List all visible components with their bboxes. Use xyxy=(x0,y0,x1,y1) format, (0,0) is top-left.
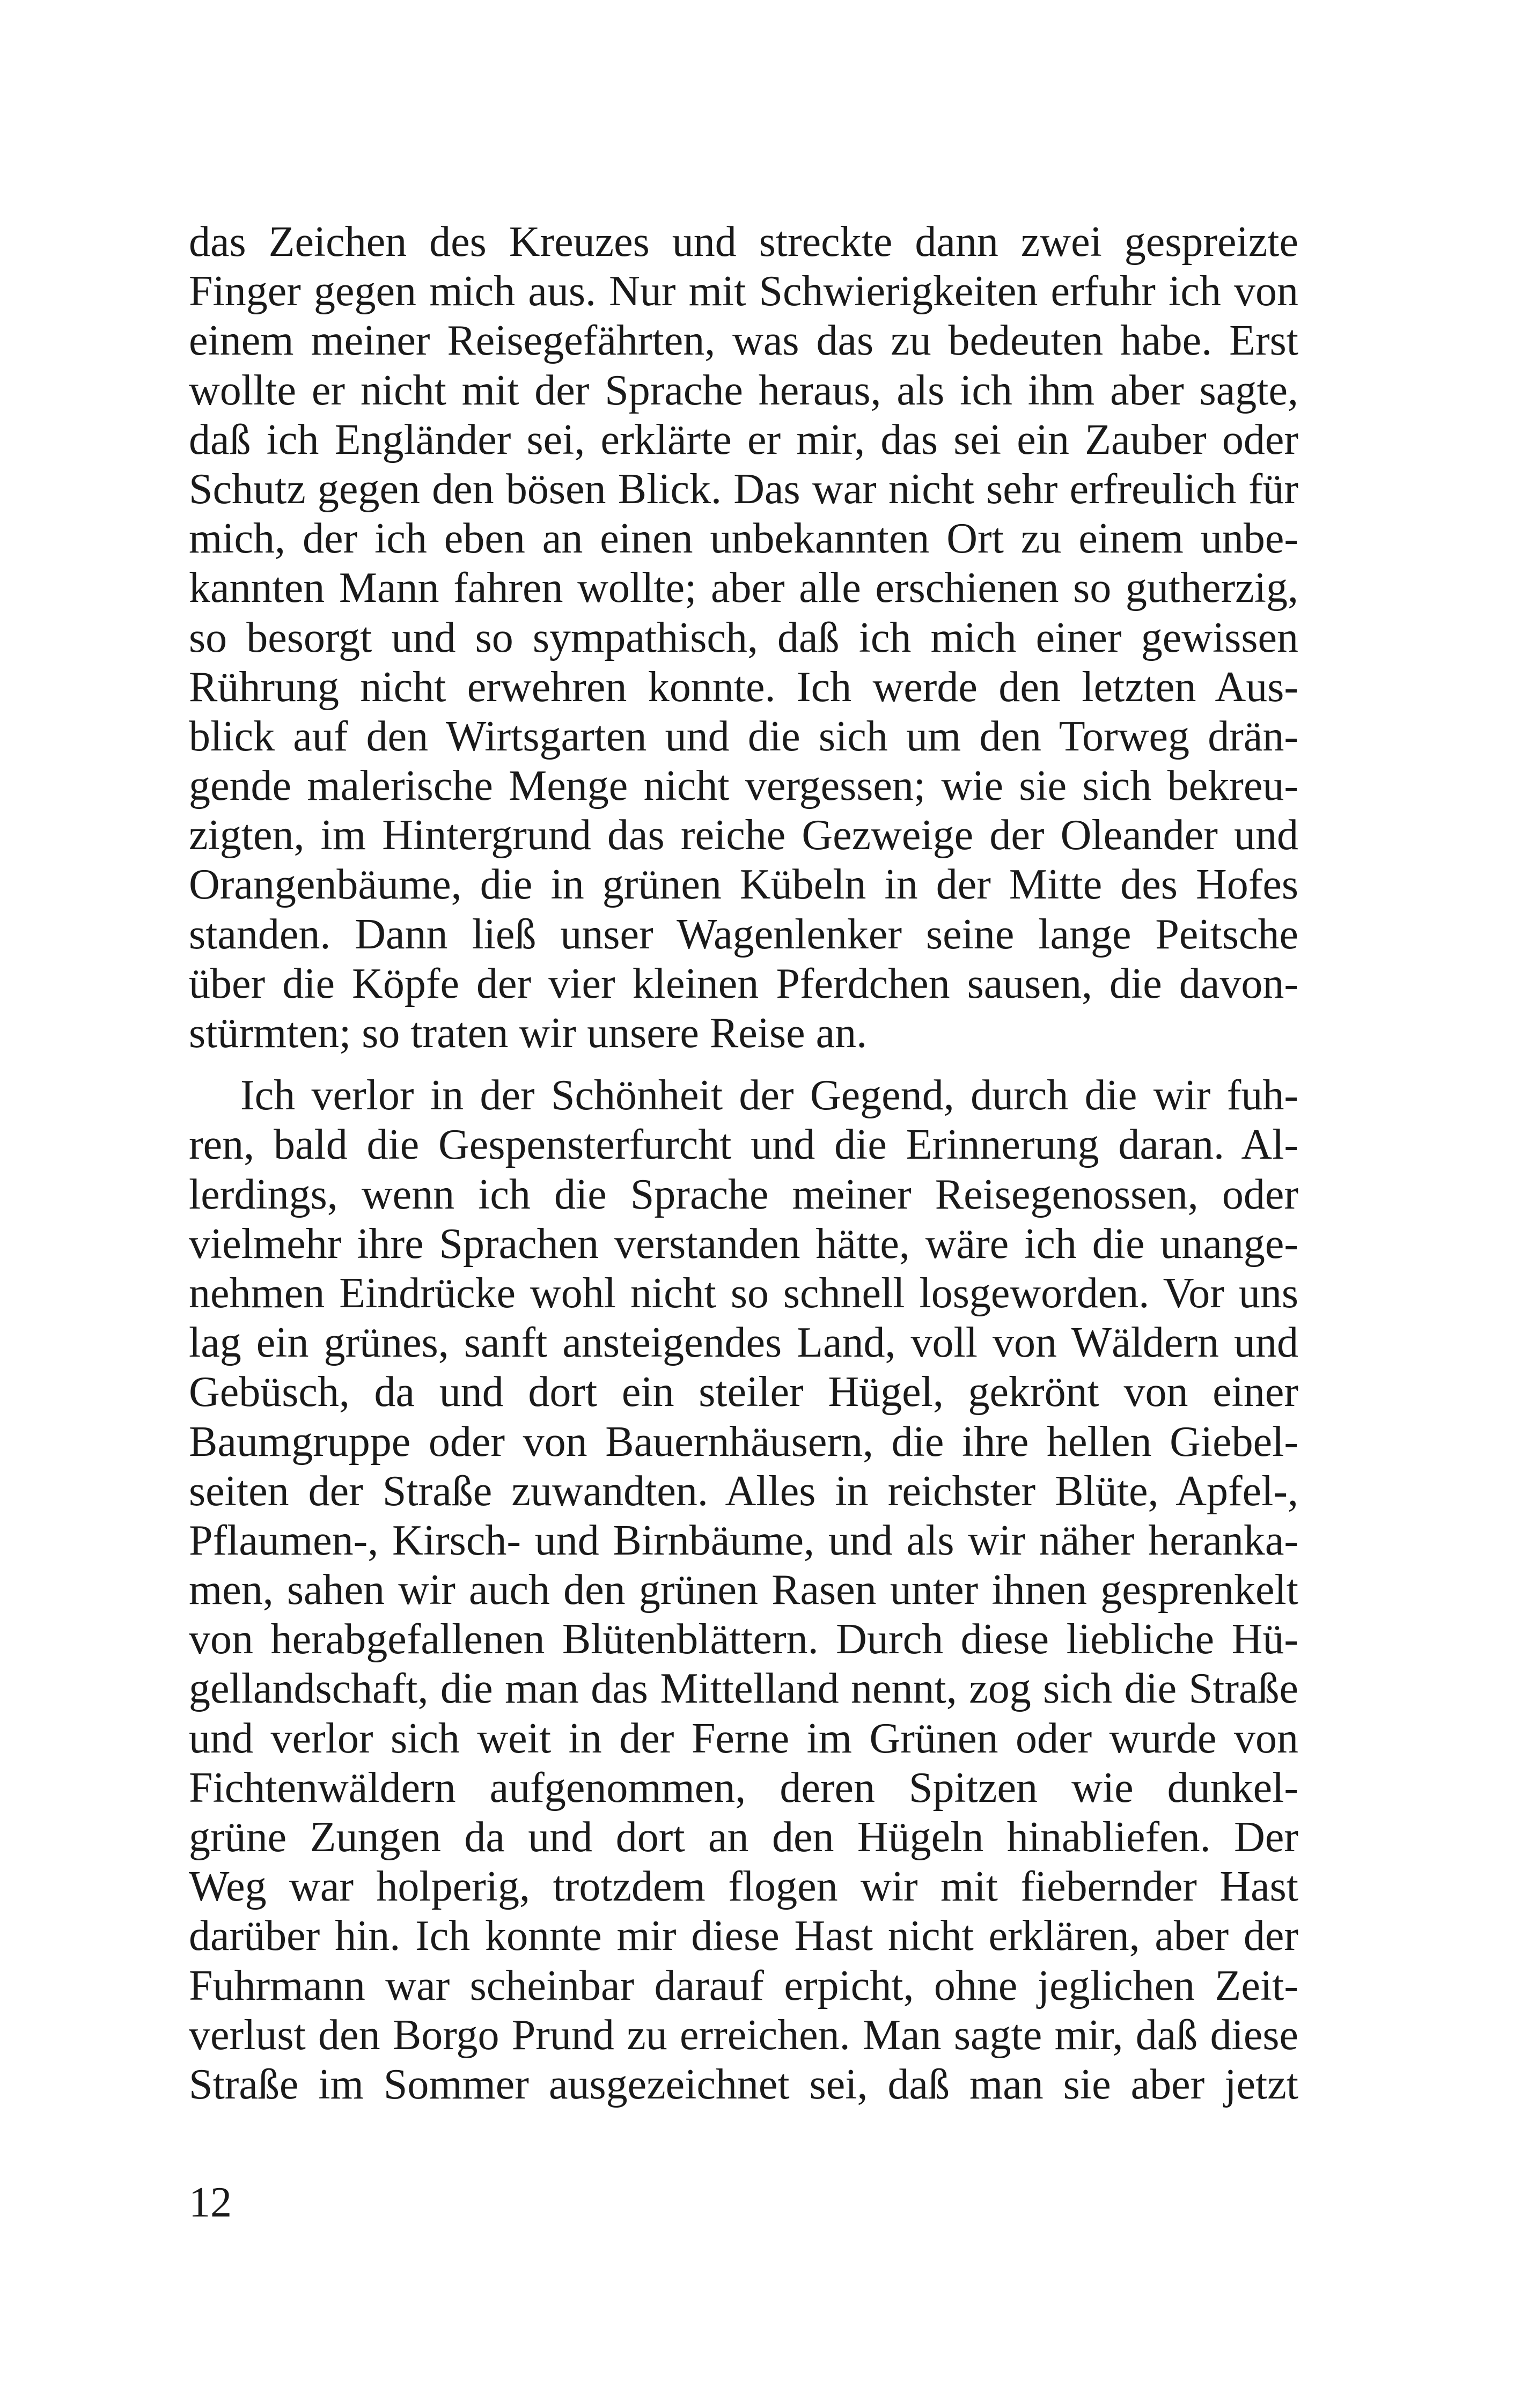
text-line: Ich verlor in der Schönheit der Gegend, durch die wir fuh- xyxy=(240,1072,1298,1120)
text-line: Weg war holperig, trotzdem flogen wir mit fiebernder Hast xyxy=(189,1863,1298,1911)
text-line: grüne Zungen da und dort an den Hügeln hinabliefen. Der xyxy=(189,1814,1298,1861)
text-line: verlust den Borgo Prund zu erreichen. Man sagte mir, daß diese xyxy=(189,2011,1298,2059)
text-line: seiten der Straße zuwandten. Alles in reichster Blüte, Apfel-, xyxy=(189,1467,1298,1515)
text-line: über die Köpfe der vier kleinen Pferdchen sausen, die davon- xyxy=(189,960,1298,1007)
text-line: mich, der ich eben an einen unbekannten Ort zu einem unbe- xyxy=(189,515,1298,563)
text-line: Schutz gegen den bösen Blick. Das war nicht sehr erfreulich für xyxy=(189,465,1298,513)
text-line: Gebüsch, da und dort ein steiler Hügel, gekrönt von einer xyxy=(189,1368,1298,1416)
text-line: Finger gegen mich aus. Nur mit Schwierigkeiten erfuhr ich von xyxy=(189,268,1298,315)
text-line: darüber hin. Ich konnte mir diese Hast nicht erklären, aber der xyxy=(189,1912,1298,1960)
text-line: Rührung nicht erwehren konnte. Ich werde den letzten Aus- xyxy=(189,663,1298,711)
text-line: standen. Dann ließ unser Wagenlenker seine lange Peitsche xyxy=(189,910,1298,958)
page-number: 12 xyxy=(189,2179,232,2226)
text-line: ren, bald die Gespensterfurcht und die Erinnerung daran. Al- xyxy=(189,1121,1298,1169)
paragraph-gap xyxy=(189,1058,1298,1071)
text-line: blick auf den Wirtsgarten und die sich um den Torweg drän- xyxy=(189,712,1298,760)
text-line: stürmten; so traten wir unsere Reise an. xyxy=(189,1010,868,1057)
text-line: von herabgefallenen Blütenblättern. Durch diese liebliche Hü- xyxy=(189,1616,1298,1663)
text-line: lag ein grünes, sanft ansteigendes Land, voll von Wäldern und xyxy=(189,1319,1298,1367)
text-line: wollte er nicht mit der Sprache heraus, als ich ihm aber sagte, xyxy=(189,366,1298,414)
text-line: so besorgt und so sympathisch, daß ich mich einer gewissen xyxy=(189,614,1298,661)
text-line: einem meiner Reisegefährten, was das zu bedeuten habe. Erst xyxy=(189,317,1298,365)
text-line: kannten Mann fahren wollte; aber alle erschienen so gutherzig, xyxy=(189,564,1298,612)
text-line: zigten, im Hintergrund das reiche Gezweige der Oleander und xyxy=(189,812,1298,859)
text-line: Orangenbäume, die in grünen Kübeln in der Mitte des Hofes xyxy=(189,861,1298,909)
text-line: das Zeichen des Kreuzes und streckte dann zwei gespreizte xyxy=(189,218,1298,266)
text-line: gellandschaft, die man das Mittelland nennt, zog sich die Straße xyxy=(189,1665,1298,1713)
text-line: Baumgruppe oder von Bauernhäusern, die ihre hellen Giebel- xyxy=(189,1418,1298,1466)
text-line: und verlor sich weit in der Ferne im Grünen oder wurde von xyxy=(189,1714,1298,1762)
text-line: Fichtenwäldern aufgenommen, deren Spitzen wie dunkel- xyxy=(189,1764,1298,1811)
paragraph xyxy=(189,1071,1298,2109)
text-line: men, sahen wir auch den grünen Rasen unter ihnen gesprenkelt xyxy=(189,1566,1298,1614)
body-text xyxy=(189,217,1298,2109)
text-line: nehmen Eindrücke wohl nicht so schnell losgeworden. Vor uns xyxy=(189,1269,1298,1317)
paragraph xyxy=(189,217,1298,1058)
text-line: gende malerische Menge nicht vergessen; wie sie sich bekreu- xyxy=(189,762,1298,810)
text-line: lerdings, wenn ich die Sprache meiner Reisegenossen, oder xyxy=(189,1170,1298,1218)
text-line: Pflaumen-, Kirsch- und Birnbäume, und als wir näher heranka- xyxy=(189,1516,1298,1564)
text-line: Fuhrmann war scheinbar darauf erpicht, ohne jeglichen Zeit- xyxy=(189,1962,1298,2009)
text-line: daß ich Engländer sei, erklärte er mir, das sei ein Zauber oder xyxy=(189,416,1298,463)
text-line: Straße im Sommer ausgezeichnet sei, daß man sie aber jetzt xyxy=(189,2060,1298,2108)
text-line: vielmehr ihre Sprachen verstanden hätte, wäre ich die unange- xyxy=(189,1220,1298,1268)
